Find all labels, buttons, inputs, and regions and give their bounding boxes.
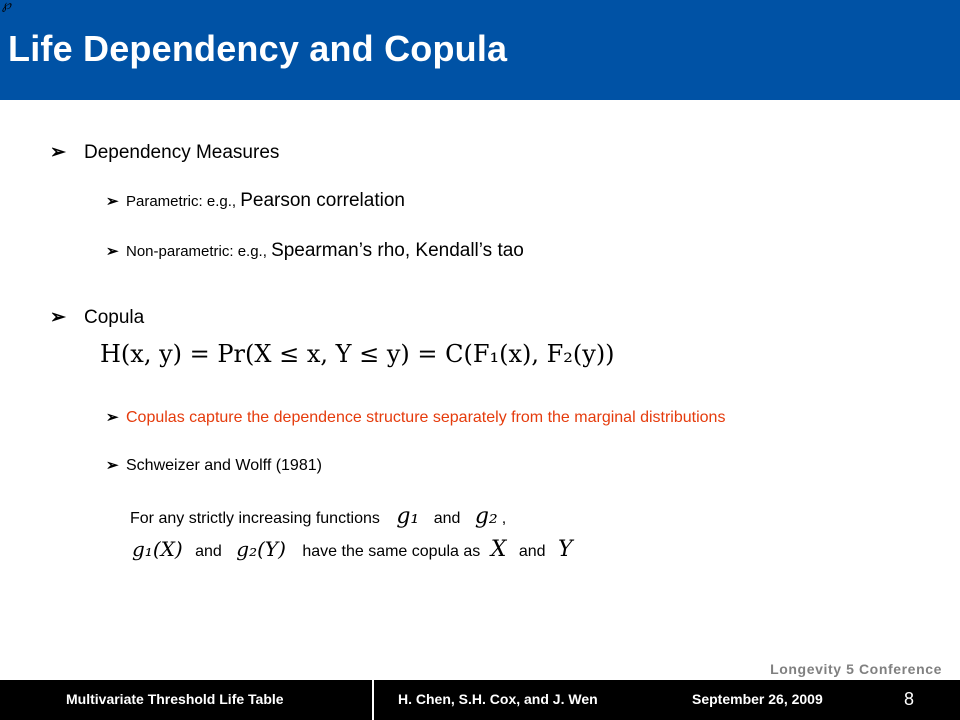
arrow-bullet-icon: ➢ — [106, 193, 119, 210]
statement-and: and — [433, 510, 461, 527]
copula-formula: H(x, y) = Pr(X ≤ x, Y ≤ y) = C(F₁(x), F₂(y)) — [100, 340, 615, 368]
bullet-schweizer-wolff — [106, 456, 322, 475]
bullet-dependency-measures — [50, 141, 279, 164]
bullet-nonparametric — [106, 240, 524, 262]
arrow-bullet-icon: ➢ — [106, 457, 119, 474]
bullet-label: Dependency Measures — [84, 142, 280, 163]
footer-authors: H. Chen, S.H. Cox, and J. Wen — [398, 691, 598, 707]
arrow-bullet-icon: ➢ — [50, 142, 66, 163]
statement-line-1 — [130, 504, 506, 529]
math-Y: Y — [558, 537, 573, 562]
page-number: 8 — [904, 689, 915, 709]
slide-title: Life Dependency and Copula — [8, 28, 508, 69]
statement-and: and — [518, 543, 546, 560]
footer-divider — [372, 680, 374, 720]
arrow-bullet-icon: ➢ — [106, 409, 119, 426]
arrow-bullet-icon: ➢ — [50, 307, 66, 328]
title-banner — [0, 0, 960, 100]
footer-title: Multivariate Threshold Life Table — [66, 691, 284, 707]
parametric-prefix: Parametric: e.g., — [126, 193, 241, 210]
parametric-value: Pearson correlation — [240, 190, 405, 211]
statement-text: For any strictly increasing functions — [130, 510, 380, 527]
copula-note: Copulas capture the dependence structure separately from the marginal distributions — [126, 409, 726, 426]
bullet-label: Copula — [84, 307, 145, 328]
bullet-parametric — [106, 190, 405, 212]
bullet-copula-note — [106, 408, 725, 427]
conference-label: Longevity 5 Conference — [770, 661, 942, 677]
statement-comma: , — [501, 510, 507, 527]
arrow-bullet-icon: ➢ — [106, 243, 119, 260]
math-g2: g₂ — [474, 504, 498, 529]
math-g1: g₁ — [396, 504, 420, 529]
nonparametric-prefix: Non-parametric: e.g., — [126, 243, 272, 260]
statement-and: and — [195, 543, 222, 560]
math-g2y: g₂(Y) — [236, 537, 286, 561]
corner-symbol: ℘ — [2, 0, 12, 13]
footer-bar — [0, 680, 960, 720]
footer-date: September 26, 2009 — [692, 691, 823, 707]
reference-text: Schweizer and Wolff (1981) — [126, 457, 322, 474]
nonparametric-value: Spearman’s rho, Kendall’s tao — [271, 240, 524, 261]
math-g1x: g₁(X) — [132, 537, 183, 561]
bullet-copula — [50, 306, 144, 329]
statement-text: have the same copula as — [302, 543, 481, 560]
math-X: X — [490, 537, 507, 562]
statement-line-2 — [132, 537, 573, 562]
